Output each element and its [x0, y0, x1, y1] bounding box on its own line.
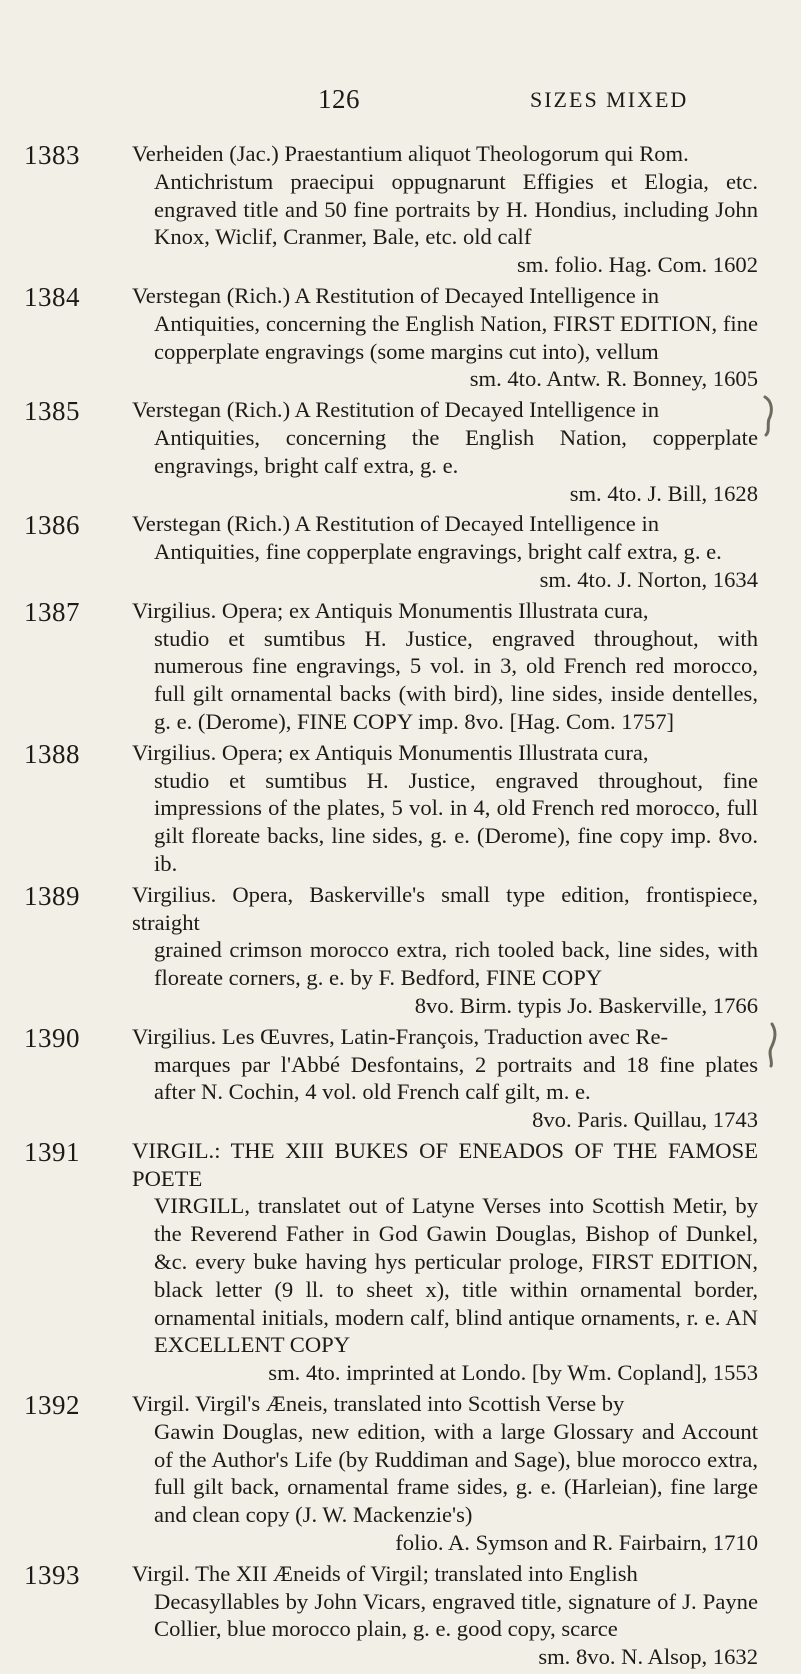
- catalogue-entry: [0, 597, 801, 736]
- entry-text: [132, 1390, 758, 1557]
- lot-number: 1389: [24, 880, 80, 911]
- entry-text: [132, 597, 758, 736]
- entry-text: [132, 1023, 758, 1134]
- entry-description: grained crimson morocco extra, rich tooled back, line sides, with floreate corners, g. e. by F. Bedford, FINE COPY: [154, 937, 758, 991]
- entry-imprint: sm. 4to. J. Bill, 1628: [569, 480, 758, 506]
- lot-number: 1384: [24, 281, 80, 312]
- catalogue-entry: [0, 1137, 801, 1387]
- ink-mark: [766, 1022, 778, 1068]
- entry-text: [132, 140, 758, 279]
- entry-description: studio et sumtibus H. Justice, engraved throughout, fine impressions of the plates, 5 vol. in 4, old French red morocco, full gilt floreate backs, line sides, g. e. (Derome), fine copy imp. 8vo. ib.: [154, 767, 758, 876]
- catalogue-entry: [0, 1023, 801, 1134]
- entry-description: Gawin Douglas, new edition, with a large Glossary and Account of the Author's Life (by Ruddiman and Sage), blue morocco extra, full gilt back, ornamental frame sides, g. e. (Harleian), fine large and clean copy (J. W. Mackenzie's): [154, 1418, 758, 1528]
- entry-description: Decasyllables by John Vicars, engraved title, signature of J. Payne Collier, blue morocco plain, g. e. good copy, scarce: [154, 1588, 758, 1642]
- lot-number: 1388: [24, 738, 80, 769]
- entry-imprint: sm. 4to. Antw. R. Bonney, 1605: [469, 366, 758, 392]
- entry-first-line: Virgil. Virgil's Æneis, translated into Scottish Verse by: [132, 1391, 625, 1417]
- entry-first-line: Virgilius. Les Œuvres, Latin-François, Traduction avec Re-: [132, 1023, 668, 1049]
- entry-first-line: Virgilius. Opera; ex Antiquis Monumentis Illustrata cura,: [132, 597, 649, 623]
- entry-first-line: Virgil. The XII Æneids of Virgil; translated into English: [132, 1560, 638, 1586]
- entry-first-line: VIRGIL.: THE XIII BUKES OF ENEADOS OF THE FAMOSE POETE: [132, 1137, 758, 1191]
- entry-imprint: 8vo. Paris. Quillau, 1743: [532, 1107, 758, 1133]
- entry-imprint: folio. A. Symson and R. Fairbairn, 1710: [395, 1530, 758, 1556]
- ink-mark: [762, 395, 774, 437]
- entry-imprint: sm. 4to. imprinted at Londo. [by Wm. Copland], 1553: [268, 1360, 758, 1386]
- lot-number: 1393: [24, 1559, 80, 1590]
- catalogue-entry: [0, 510, 801, 593]
- lot-number: 1392: [24, 1390, 80, 1421]
- lot-number: 1387: [24, 596, 80, 627]
- page-number: 126: [318, 84, 360, 114]
- entry-first-line: Verstegan (Rich.) A Restitution of Decayed Intelligence in: [132, 511, 660, 537]
- entry-imprint: sm. 8vo. N. Alsop, 1632: [538, 1644, 758, 1670]
- entry-description: Antiquities, concerning the English Nation, copperplate engravings, bright calf extra, g. e.: [154, 424, 758, 478]
- running-head: SIZES MIXED: [530, 87, 689, 112]
- entry-description: VIRGILL, translatet out of Latyne Verses into Scottish Metir, by the Reverend Father in God Gawin Douglas, Bishop of Dunkel, &c. every buke having hys perticular prologe, FIRST EDITION, black letter (9 ll. to sheet x), title within ornamental border, ornamental initials, modern calf, blind antique ornaments, r. e. AN EXCELLENT COPY: [154, 1193, 758, 1358]
- entry-text: [132, 282, 758, 393]
- catalogue-entry: [0, 140, 801, 279]
- entry-text: [132, 1560, 758, 1671]
- lot-number: 1386: [24, 510, 80, 541]
- catalogue-entry: [0, 881, 801, 1020]
- lot-number: 1391: [24, 1136, 80, 1167]
- entry-imprint: sm. 4to. J. Norton, 1634: [539, 566, 758, 592]
- entry-description: Antichristum praecipui oppugnarunt Effigies et Elogia, etc. engraved title and 50 fine portraits by H. Hondius, including John Knox, Wiclif, Cranmer, Bale, etc. old calf: [154, 168, 758, 250]
- catalogue-entry: [0, 739, 801, 878]
- lot-number: 1383: [24, 140, 80, 170]
- entry-first-line: Verstegan (Rich.) A Restitution of Decayed Intelligence in: [132, 397, 660, 423]
- entry-imprint: sm. folio. Hag. Com. 1602: [517, 252, 758, 278]
- entry-text: [132, 881, 758, 1020]
- catalogue-entry: [0, 396, 801, 507]
- entry-first-line: Verheiden (Jac.) Praestantium aliquot Theologorum qui Rom.: [132, 141, 689, 166]
- entry-text: [132, 1137, 758, 1387]
- entry-first-line: Verstegan (Rich.) A Restitution of Decayed Intelligence in: [132, 282, 660, 308]
- catalogue-entries: [0, 140, 801, 1674]
- entry-description: studio et sumtibus H. Justice, engraved throughout, with numerous fine engravings, 5 vol. in 3, old French red morocco, full gilt ornamental backs (with bird), line sides, inside dentelles, g. e. (Derome), FINE COPY imp. 8vo. [Hag. Com. 1757]: [154, 625, 758, 734]
- entry-first-line: Virgilius. Opera; ex Antiquis Monumentis Illustrata cura,: [132, 739, 649, 765]
- entry-description: marques par l'Abbé Desfontains, 2 portraits and 18 fine plates after N. Cochin, 4 vol. old French calf gilt, m. e.: [154, 1051, 758, 1105]
- lot-number: 1385: [24, 396, 80, 427]
- entry-imprint: 8vo. Birm. typis Jo. Baskerville, 1766: [414, 992, 758, 1018]
- entry-first-line: Virgilius. Opera, Baskerville's small type edition, frontispiece, straight: [132, 881, 758, 935]
- entry-text: [132, 739, 758, 878]
- catalogue-entry: [0, 282, 801, 393]
- page-header: [0, 84, 801, 118]
- catalogue-entry: [0, 1560, 801, 1671]
- lot-number: 1390: [24, 1022, 80, 1053]
- entry-text: [132, 510, 758, 593]
- entry-text: [132, 396, 758, 507]
- catalogue-entry: [0, 1390, 801, 1557]
- entry-description: Antiquities, concerning the English Nation, FIRST EDITION, fine copperplate engravings (some margins cut into), vellum: [154, 310, 758, 364]
- entry-description: Antiquities, fine copperplate engravings, bright calf extra, g. e.: [154, 539, 722, 565]
